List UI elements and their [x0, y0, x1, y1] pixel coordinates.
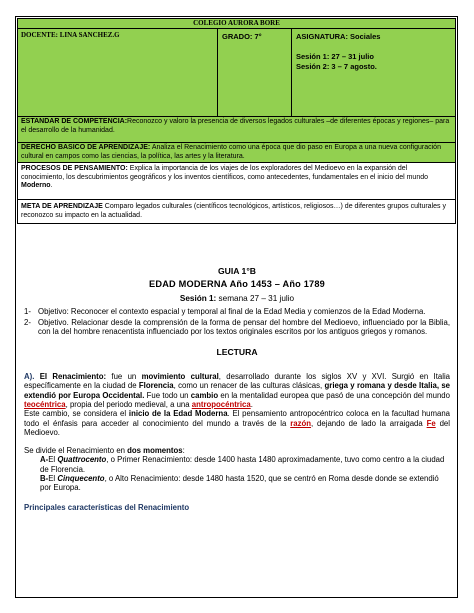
- dba-text: Analiza el Renacimiento como una época que dio paso en Europa a una nueva configuración cultural en campos como las ciencias, la política, las artes y la literatura.: [21, 144, 441, 160]
- moment-a: A-El Quattrocento, o Primer Renacimiento: desde 1400 hasta 1480 aproximadamente, tuvo como centro a la ciudad de Florencia.: [40, 455, 445, 474]
- basic-learning-right: [18, 143, 456, 163]
- session-heading: [24, 294, 450, 303]
- section-heading: Principales características del Renacimiento: [24, 502, 190, 512]
- grade-cell: GRADO: 7°: [218, 29, 292, 117]
- objective-text: Objetivo: Reconocer el contexto espacial y temporal al final de la Edad Media y comienzos de la Edad Moderna.: [38, 307, 426, 317]
- competency-standard: [18, 117, 456, 143]
- paragraph-a-label: A).: [24, 371, 35, 381]
- competency-label: ESTANDAR DE COMPETENCIA:: [21, 118, 128, 125]
- guide-title: GUIA 1°B: [218, 266, 256, 276]
- process-end: .: [50, 182, 53, 189]
- session-label: Sesión 1:: [179, 293, 217, 303]
- session-1-dates: Sesión 1: 27 – 31 julio: [296, 52, 374, 61]
- subject-label: ASIGNATURA: Sociales: [296, 32, 381, 41]
- keyword-antropocentrica: antropocéntrica: [191, 400, 251, 410]
- learning-goal: [18, 200, 456, 224]
- keyword-razon: razón: [290, 418, 312, 428]
- process-text: Explica la importancia de los viajes de los exploradores del Medioevo en la expansión del conocimiento, los descubrimientos geográficos y los inventos científicos, como antecedentes, fundamentales en el inicio del mundo: [21, 165, 429, 181]
- school-name: COLEGIO AURORA BORE: [18, 19, 456, 29]
- reading-paragraph-2: Este cambio, se considera el inicio de la Edad Moderna. El pensamiento antropocéntrico coloca en la facultad humana todo el énfasis para acceder al conocimiento del mundo a través de la razón, dejando de lado la arraigada Fe del Medioevo.: [24, 409, 450, 438]
- era-heading: EDAD MODERNA Año 1453 – Año 1789: [149, 279, 325, 290]
- reading-title: LECTURA: [216, 347, 258, 358]
- objective-number: 1-: [24, 307, 31, 317]
- thinking-processes: [18, 163, 456, 200]
- goal-text: Comparo legados culturales (científicos tecnológicos, artísticos, religiosos…) de diferentes grupos culturales y reconozco su impacto en la actualidad.: [21, 203, 446, 219]
- reading-paragraph-1: A). El Renacimiento: fue un movimiento cultural, desarrollado durante los siglos XV y XVI. Surgió en Italia específicamente en la ciudad de Florencia, como un renacer de las culturas clásicas, griega y romana y desde Italia, se extendió por Europa Occidental. Fue todo un cambio en la mentalidad europea que pasó de una concepción del mundo teocéntrica, propia del periodo medieval, a una antropocéntrica.: [24, 371, 451, 410]
- subject-cell: [292, 29, 456, 117]
- keyword-teocentrica: teocéntrica: [24, 400, 66, 410]
- reading-paragraph-3: Se divide el Renacimiento en dos momentos:: [24, 445, 185, 455]
- goal-label: META DE APRENDIZAJE: [21, 203, 103, 210]
- objective-number: 2-: [24, 317, 31, 327]
- competency-text: Reconozco y valoro la presencia de diversos legados culturales –de diferentes épocas y regiones– para el desarrollo de la humanidad.: [21, 118, 450, 134]
- session-dates: semana 27 – 31 julio: [216, 293, 295, 303]
- dba-label: DERECHO BASICO DE APRENDIZAJE:: [21, 144, 151, 151]
- keyword-fe: Fe: [426, 418, 436, 428]
- process-label: PROCESOS DE PENSAMIENTO:: [21, 165, 128, 172]
- teacher-cell: DOCENTE: LINA SANCHEZ.G: [18, 29, 218, 117]
- objective-item: [24, 318, 450, 337]
- process-bold-end: Moderno: [21, 182, 51, 189]
- header-table: [17, 18, 456, 224]
- guide-content: [24, 267, 450, 512]
- objective-item: [24, 307, 450, 316]
- session-2-dates: Sesión 2: 3 – 7 agosto.: [296, 62, 377, 71]
- objective-text: Objetivo. Relacionar desde la comprensión de la forma de pensar del hombre del Medioevo, influenciado por la Biblia, con la del hombre renacentista influenciado por los textos originales escritos por los antiguos griegos y romanos.: [38, 317, 450, 337]
- moment-b: B-El Cinquecento, o Alto Renacimiento: desde 1480 hasta 1520, que se centró en Roma desde donde se extendió por Europa.: [40, 473, 439, 493]
